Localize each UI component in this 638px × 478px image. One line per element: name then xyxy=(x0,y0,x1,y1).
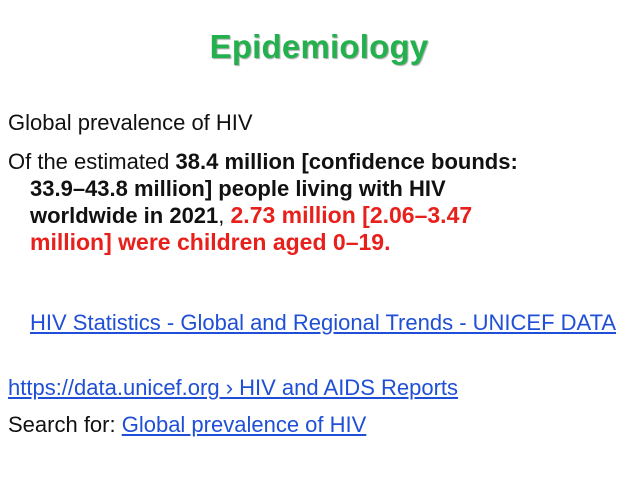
search-link[interactable]: Global prevalence of HIV xyxy=(121,412,367,437)
para-lead: Of the estimated xyxy=(8,149,176,174)
para-indent-block xyxy=(8,175,634,256)
unicef-url-link[interactable]: https://data.unicef.org › HIV and AIDS Reports xyxy=(8,375,459,400)
url-line xyxy=(8,375,458,401)
unicef-source-link[interactable]: HIV Statistics - Global and Regional Trends - UNICEF DATA xyxy=(30,310,617,335)
para-red-2: million] were children aged 0–19. xyxy=(30,229,391,255)
slide-title: Epidemiology xyxy=(209,28,429,65)
para-bold-2: 33.9–43.8 million] people living with HIV xyxy=(30,176,446,201)
para-bold-1: 38.4 million [confidence bounds: xyxy=(175,149,518,174)
para-red-1: 2.73 million [2.06–3.47 xyxy=(230,202,473,228)
statistics-paragraph xyxy=(8,148,634,256)
search-label: Search for: xyxy=(8,412,122,437)
search-line xyxy=(8,412,366,438)
para-bold-3: worldwide in 2021 xyxy=(30,203,219,228)
source-block xyxy=(30,308,630,337)
subtitle-line: Global prevalence of HIV xyxy=(8,110,253,135)
para-comma: , xyxy=(218,203,231,228)
